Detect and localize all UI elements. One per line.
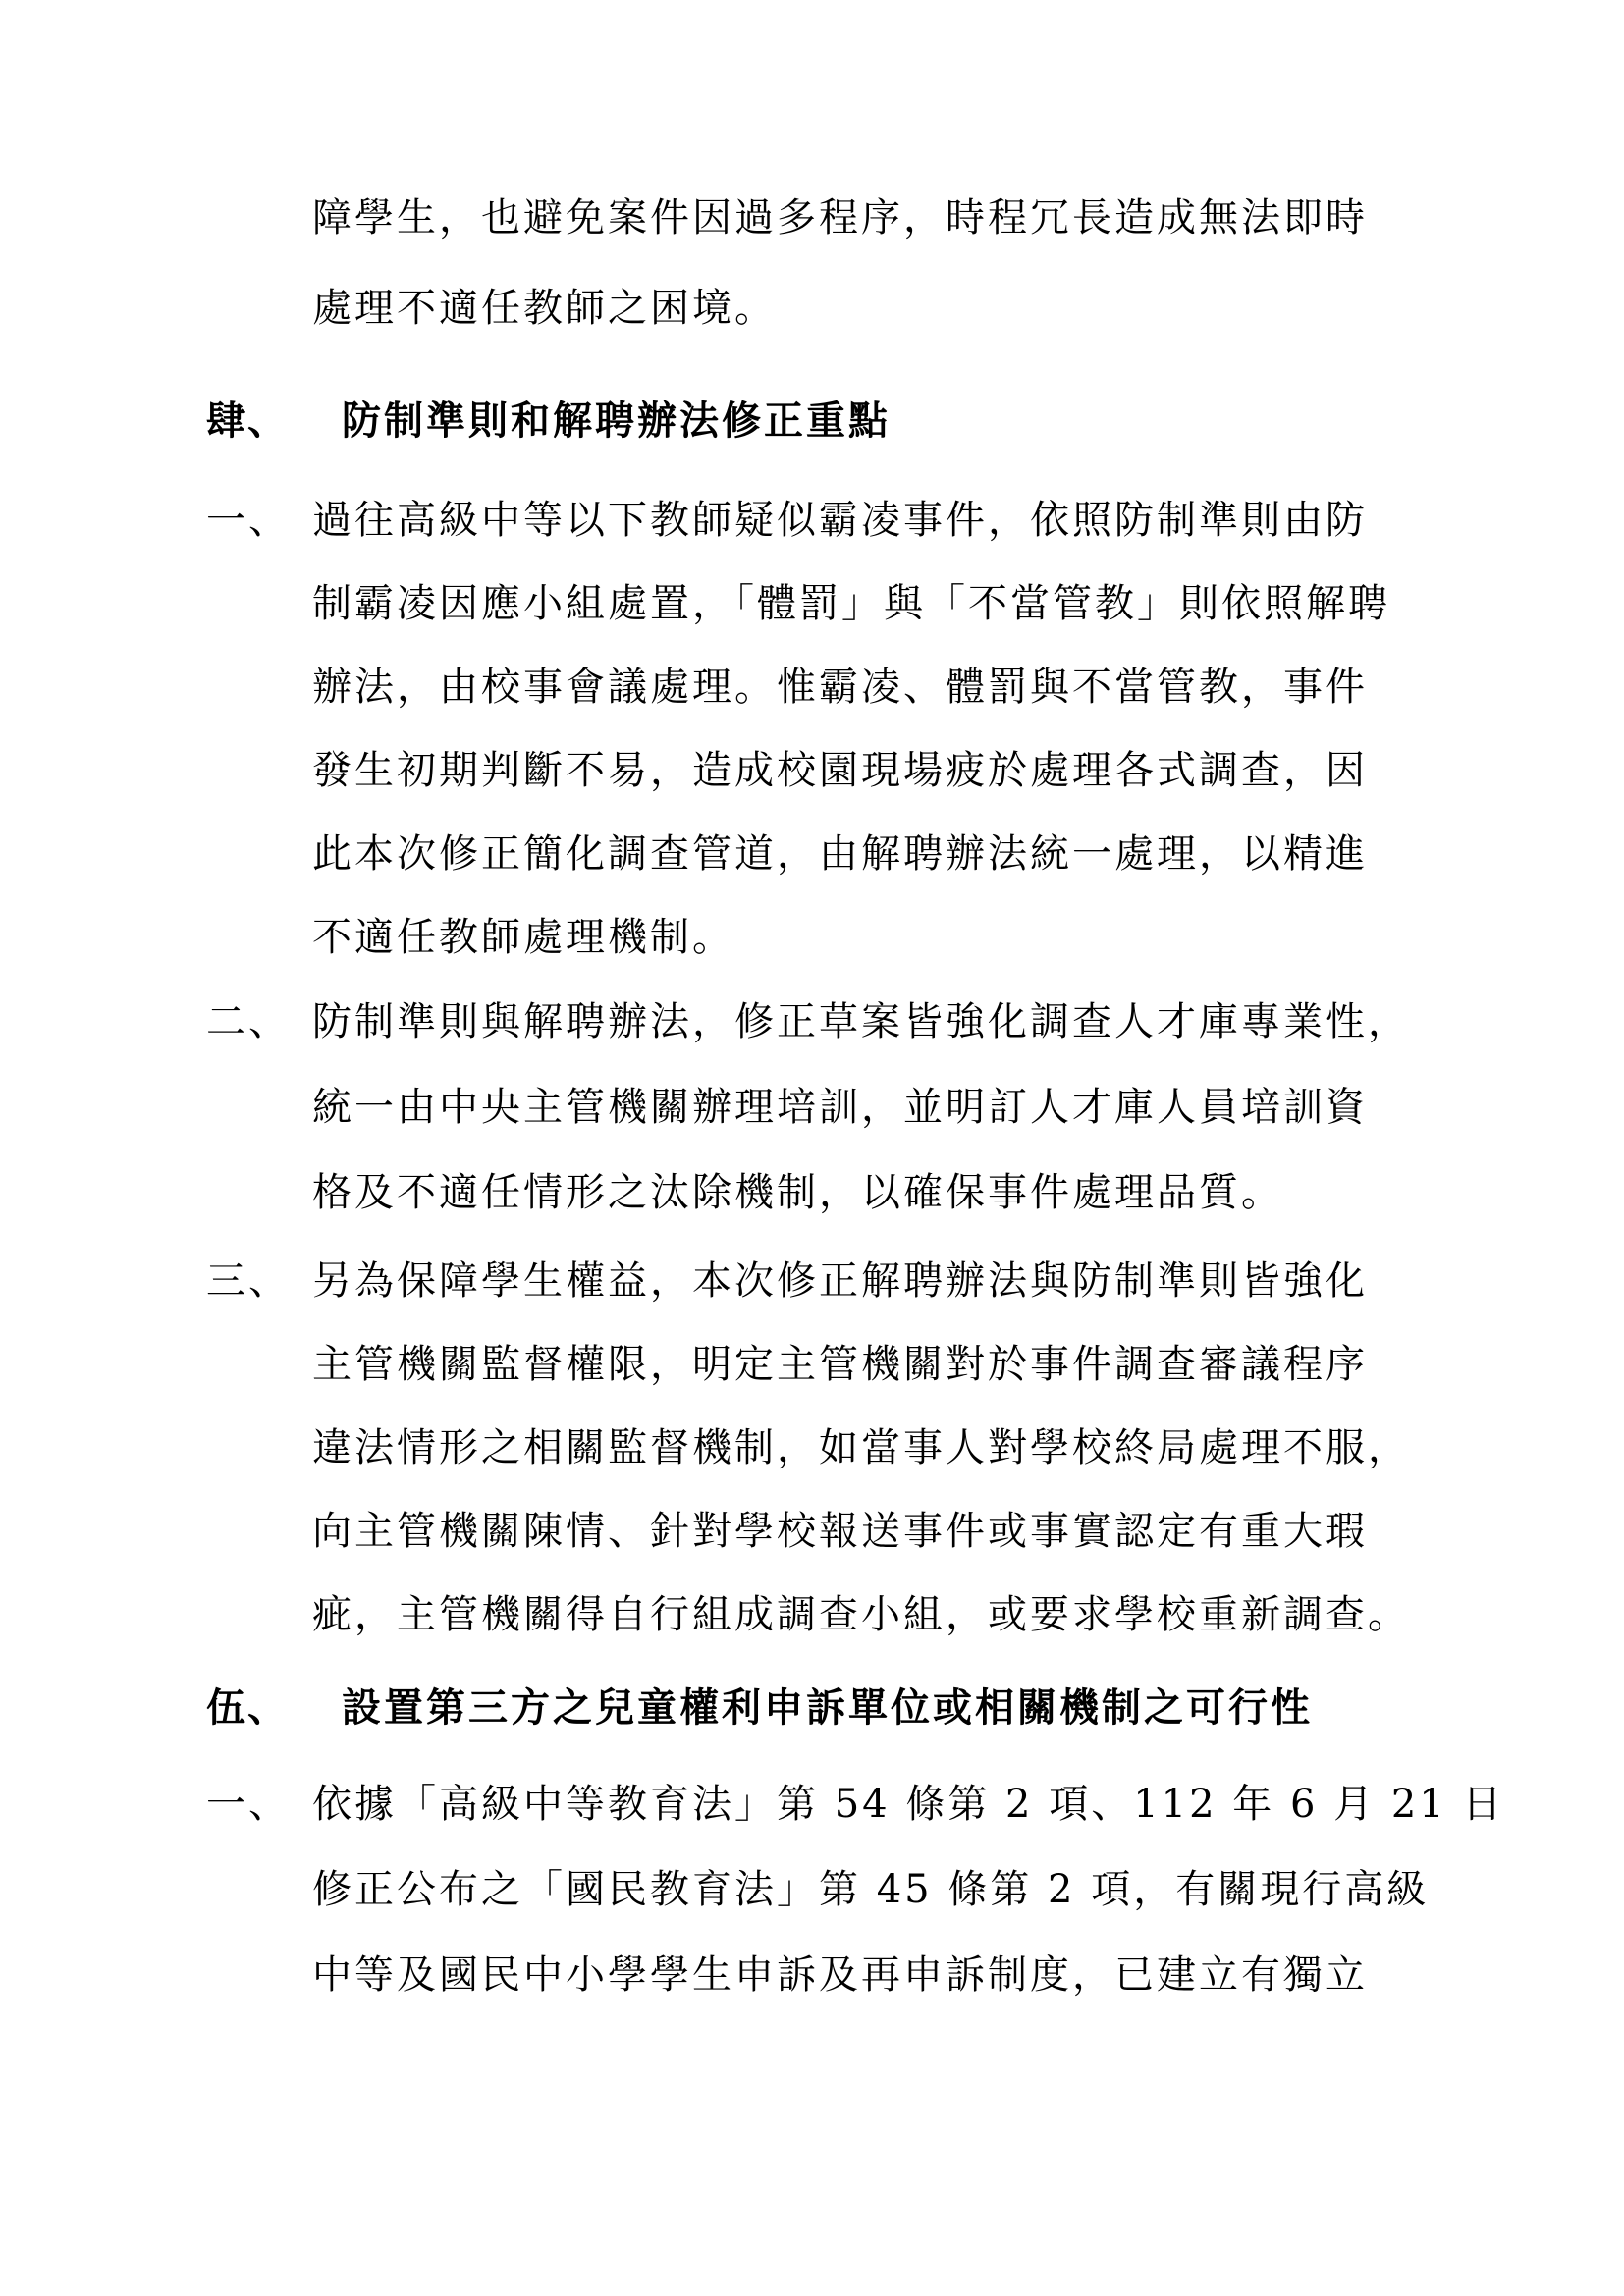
paragraph-line: 統一由中央主管機關辦理培訓，並明訂人才庫人員培訓資	[312, 1085, 1368, 1130]
paragraph-line: 主管機關監督權限，明定主管機關對於事件調查審議程序	[312, 1342, 1368, 1387]
paragraph-line: 另為保障學生權益，本次修正解聘辦法與防制準則皆強化	[312, 1258, 1368, 1304]
paragraph-line: 防制準則與解聘辦法，修正草案皆強化調查人才庫專業性，	[312, 999, 1410, 1044]
paragraph-line: 中等及國民中小學學生申訴及再申訴制度，已建立有獨立	[312, 1952, 1368, 1998]
item-number: 一、	[206, 498, 291, 543]
paragraph-line: 疵，主管機關得自行組成調查小組，或要求學校重新調查。	[312, 1592, 1410, 1637]
paragraph-line: 向主管機關陳情、針對學校報送事件或事實認定有重大瑕	[312, 1509, 1368, 1554]
paragraph-line: 辦法，由校事會議處理。惟霸凌、體罰與不當管教，事件	[312, 665, 1368, 710]
section-title: 設置第三方之兒童權利申訴單位或相關機制之可行性	[342, 1684, 1313, 1731]
paragraph-line: 此本次修正簡化調查管道，由解聘辦法統一處理，以精進	[312, 831, 1368, 877]
item-number: 一、	[206, 1782, 291, 1827]
paragraph-line: 不適任教師處理機制。	[312, 915, 734, 960]
paragraph-line: 依據「高級中等教育法」第 54 條第 2 項、112 年 6 月 21 日	[312, 1782, 1505, 1827]
section-number: 伍、	[206, 1684, 289, 1731]
paragraph-line: 格及不適任情形之汰除機制，以確保事件處理品質。	[312, 1170, 1283, 1215]
item-number: 二、	[206, 999, 291, 1044]
section-number: 肆、	[206, 398, 289, 444]
paragraph-line: 制霸凌因應小組處置，「體罰」與「不當管教」則依照解聘	[312, 581, 1390, 626]
paragraph-line: 過往高級中等以下教師疑似霸凌事件，依照防制準則由防	[312, 498, 1368, 543]
paragraph-line: 障學生，也避免案件因過多程序，時程冗長造成無法即時	[312, 195, 1368, 240]
item-number: 三、	[206, 1258, 291, 1304]
paragraph-line: 違法情形之相關監督機制，如當事人對學校終局處理不服，	[312, 1425, 1410, 1470]
paragraph-line: 修正公布之「國民教育法」第 45 條第 2 項，有關現行高級	[312, 1867, 1430, 1912]
paragraph-line: 發生初期判斷不易，造成校園現場疲於處理各式調查，因	[312, 748, 1368, 793]
section-title: 防制準則和解聘辦法修正重點	[342, 398, 891, 444]
paragraph-line: 處理不適任教師之困境。	[312, 286, 777, 331]
